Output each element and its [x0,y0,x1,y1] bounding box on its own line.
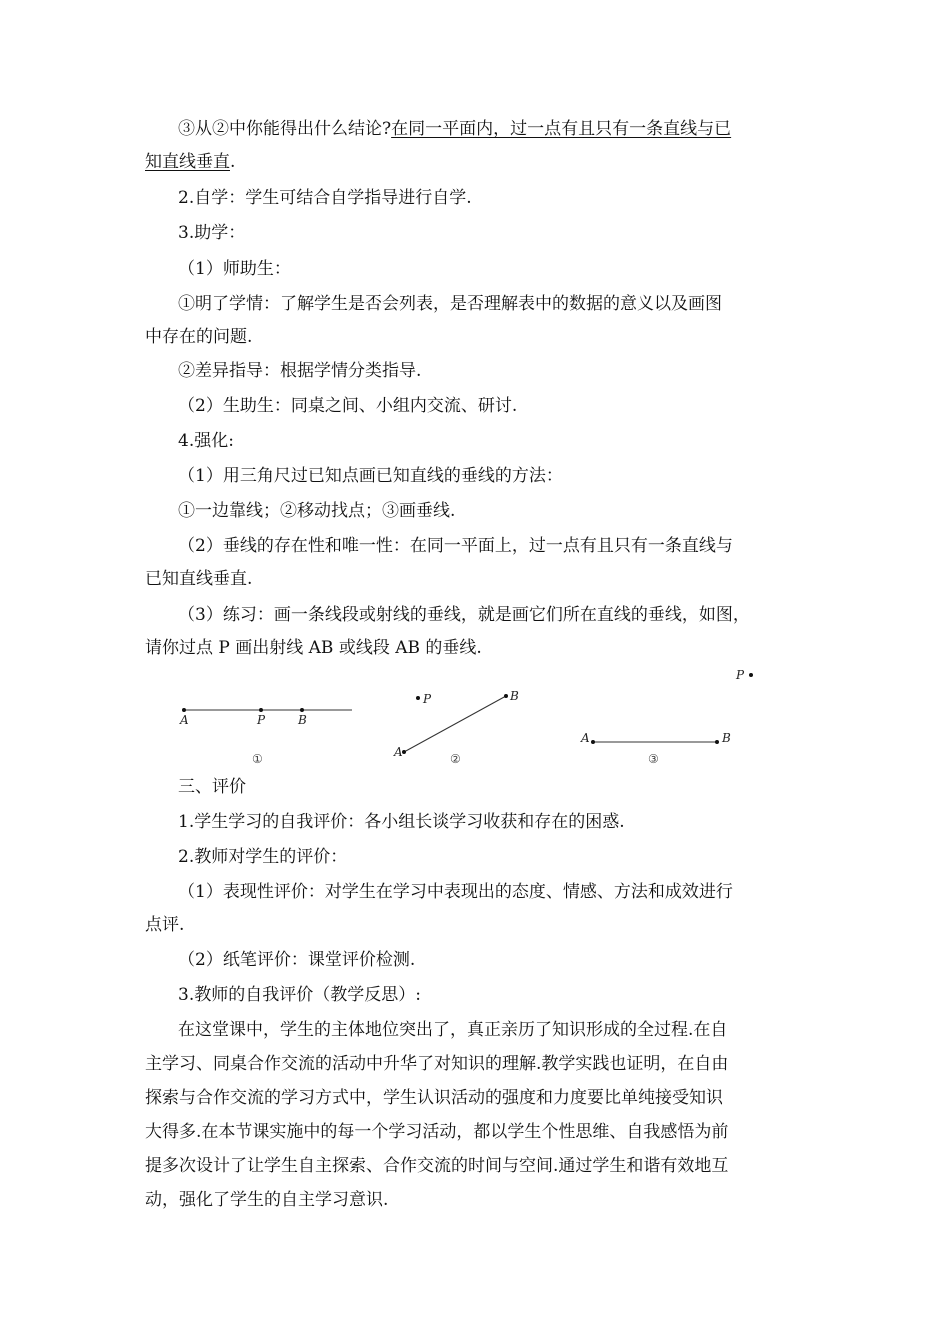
fig1-point-p [259,708,263,712]
figure-3 [580,668,753,766]
paragraph-student-assist: （2）生助生：同桌之间、小组内交流、研讨. [178,396,518,416]
fig2-point-p [416,696,420,700]
paragraph-reflection-line4: 大得多.在本节课实施中的每一个学习活动，都以学生个性思维、自我感悟为前 [145,1122,729,1142]
paragraph-understand-line2: 中存在的问题. [145,327,253,347]
fig1-point-b [300,708,304,712]
fig3-label-a: A [581,731,590,745]
paragraph-teacher-assist: （1）师助生： [178,259,291,279]
paragraph-steps: ①一边靠线；②移动找点；③画垂线. [178,501,456,521]
fig1-label-b: B [298,713,307,727]
fig3-point-a [591,740,595,744]
paragraph-reflection-line1: 在这堂课中，学生的主体地位突出了，真正亲历了知识形成的全过程.在自 [178,1020,728,1040]
figure-1 [179,708,352,766]
fig3-label-b: B [722,731,731,745]
fig2-line [404,696,506,752]
paragraph-self-study: 2.自学：学生可结合自学指导进行自学. [178,188,472,208]
paragraph-performance-line2: 点评. [145,915,185,935]
paragraph-method: （1）用三角尺过已知点画已知直线的垂线的方法： [178,466,563,486]
paragraph-conclusion-line2 [145,151,235,173]
question-text: ③从②中你能得出什么结论? [178,119,392,139]
paragraph-difference-guide: ②差异指导：根据学情分类指导. [178,361,422,381]
fig2-label-b: B [510,689,519,703]
figure-2 [393,689,519,766]
fig3-number: ③ [648,752,659,766]
paragraph-written-evaluation: （2）纸笔评价：课堂评价检测. [178,950,416,970]
fig1-label-a: A [180,713,189,727]
fig1-number: ① [252,752,263,766]
fig2-point-b [504,694,508,698]
fig3-label-p: P [736,668,745,682]
fig2-label-p: P [423,692,432,706]
answer-underlined: 在同一平面内，过一点有且只有一条直线与已 [391,119,732,139]
paragraph-reflection-line2: 主学习、同桌合作交流的活动中升华了对知识的理解.教学实践也证明，在自由 [145,1054,729,1074]
paragraph-reflection-line6: 动，强化了学生的自主学习意识. [145,1190,389,1210]
fig1-label-p: P [257,713,266,727]
fig1-point-a [182,708,186,712]
paragraph-strengthen-heading: 4.强化: [178,431,234,451]
paragraph-reflection-line5: 提多次设计了让学生自主探索、合作交流的时间与空间.通过学生和谐有效地互 [145,1156,729,1176]
paragraph-performance-line1: （1）表现性评价：对学生在学习中表现出的态度、情感、方法和成效进行 [178,882,733,902]
paragraph-reflection-line3: 探索与合作交流的学习方式中，学生认识活动的强度和力度要比单纯接受知识 [145,1088,723,1108]
paragraph-exercise-line1: （3）练习：画一条线段或射线的垂线，就是画它们所在直线的垂线，如图， [178,605,750,625]
paragraph-teacher-reflection-heading: 3.教师的自我评价（教学反思）: [178,985,421,1005]
fig2-label-a: A [394,745,403,759]
section-evaluation-heading: 三、评价 [178,777,246,797]
fig3-point-p [749,673,753,677]
paragraph-assist-heading: 3.助学： [178,223,246,243]
paragraph-exercise-line2: 请你过点 P 画出射线 AB 或线段 AB 的垂线. [145,638,482,658]
paragraph-teacher-evaluation: 2.教师对学生的评价： [178,847,348,867]
paragraph-self-evaluation: 1.学生学习的自我评价：各小组长谈学习收获和存在的困惑. [178,812,625,832]
paragraph-uniqueness-line2: 已知直线垂直. [145,569,253,589]
paragraph-conclusion-line1 [178,118,731,140]
answer-period: . [230,152,236,172]
paragraph-understand-line1: ①明了学情：了解学生是否会列表，是否理解表中的数据的意义以及画图 [178,294,722,314]
paragraph-uniqueness-line1: （2）垂线的存在性和唯一性：在同一平面上，过一点有且只有一条直线与 [178,536,733,556]
answer-underlined-cont: 知直线垂直 [145,152,230,172]
fig2-number: ② [450,752,461,766]
exercise-figures [0,662,950,772]
fig3-point-b [715,740,719,744]
